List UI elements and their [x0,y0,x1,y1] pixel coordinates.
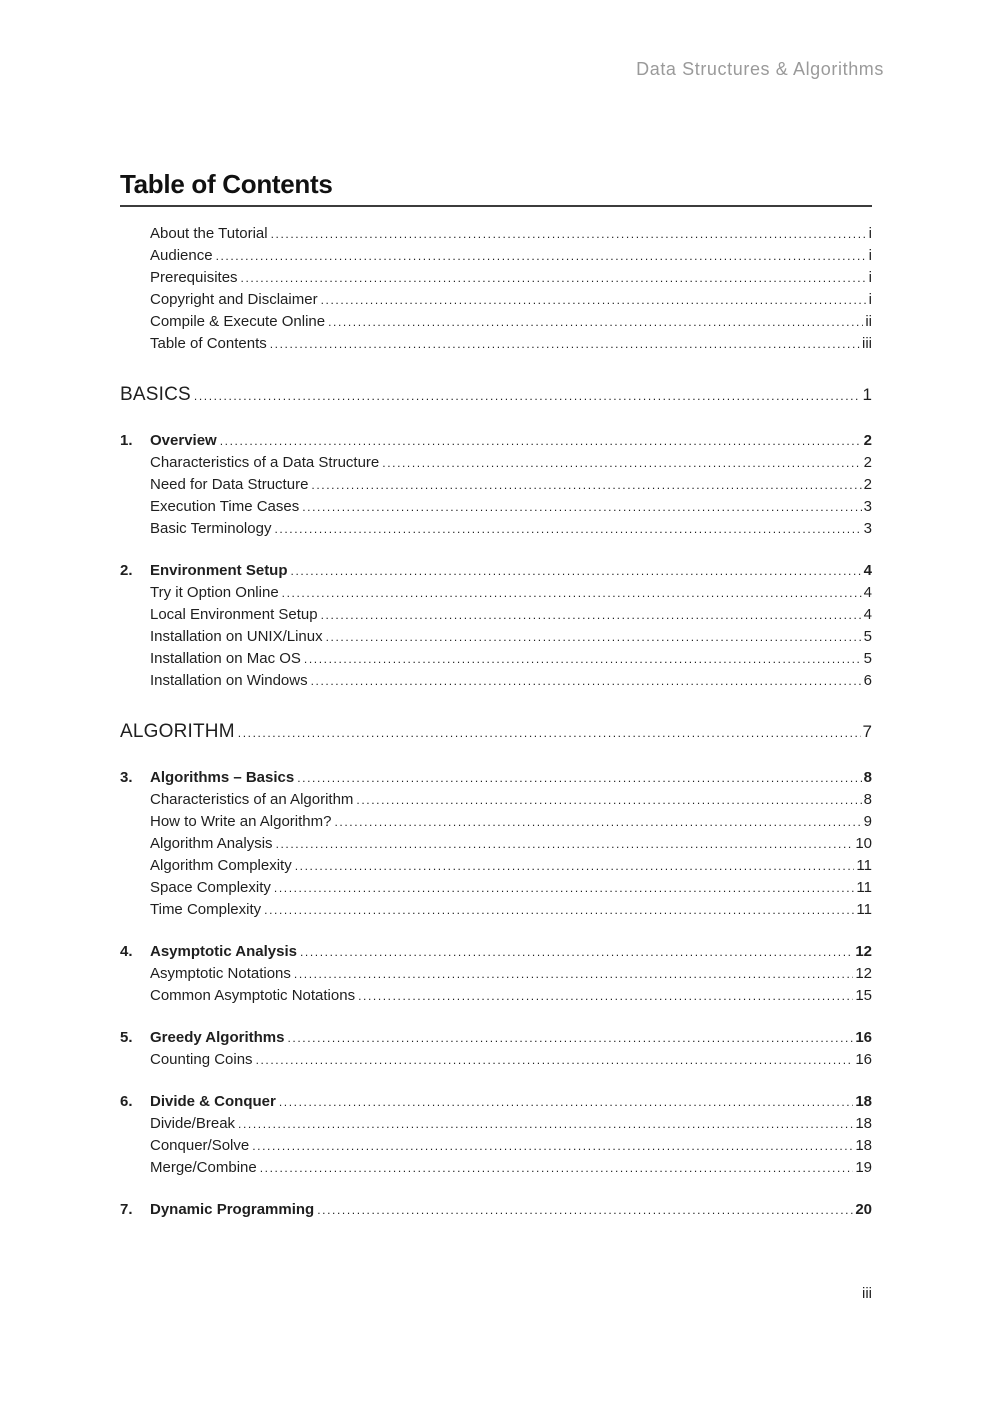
toc-entry-label: Conquer/Solve [150,1137,250,1154]
toc-entry[interactable] [120,311,872,333]
toc-entry-label: Installation on Mac OS [150,650,301,667]
toc-chapter-entry[interactable] [120,941,872,963]
dot-leader [311,474,861,496]
toc-chapter-entry[interactable] [120,1027,872,1049]
toc-entry-page: 11 [856,879,872,896]
dot-leader [328,311,863,333]
chapter-title: Divide & Conquer [150,1093,276,1110]
dot-leader [238,718,861,747]
dot-leader [216,245,867,267]
toc-entry[interactable] [120,855,872,877]
chapter-page: 4 [863,562,872,579]
chapter-title: Asymptotic Analysis [150,943,297,960]
dot-leader [252,1135,853,1157]
toc-entry-label: Execution Time Cases [150,498,300,515]
toc-entry-label: Audience [150,247,213,264]
dot-leader [276,833,854,855]
page-number: iii [862,1285,872,1302]
toc-entry[interactable] [120,474,872,496]
dot-leader [220,430,862,452]
dot-leader [287,1027,853,1049]
toc-entry[interactable] [120,985,872,1007]
dot-leader [194,381,861,410]
toc-entry-page: 5 [863,650,872,667]
chapter-number: 4. [120,943,133,960]
toc-entry-label: Asymptotic Notations [150,965,291,982]
dot-leader [256,1049,854,1071]
dot-leader [274,877,855,899]
toc-chapter-entry[interactable] [120,1091,872,1113]
toc-entry-label: Table of Contents [150,335,267,352]
toc-entry-page: 11 [856,901,872,918]
toc-entry-page: 5 [863,628,872,645]
toc-entry-page: 2 [863,476,872,493]
toc-entry[interactable] [120,452,872,474]
toc-entry-label: How to Write an Algorithm? [150,813,332,830]
toc-chapter-group [120,941,872,1007]
toc-entry[interactable] [120,899,872,921]
dot-leader [282,582,862,604]
toc-chapter-group [120,1091,872,1179]
dot-leader [274,518,861,540]
toc-section-page: 1 [862,385,872,404]
toc-entry-page: 6 [863,672,872,689]
toc-entry[interactable] [120,496,872,518]
toc-entry-label: Need for Data Structure [150,476,309,493]
toc-entry[interactable] [120,267,872,289]
dot-leader [264,899,854,921]
chapter-number: 6. [120,1093,133,1110]
toc-entry-label: Local Environment Setup [150,606,318,623]
toc-chapter-entry[interactable] [120,560,872,582]
chapter-title: Environment Setup [150,562,288,579]
dot-leader [294,963,853,985]
dot-leader [302,496,861,518]
toc-chapter-group [120,1027,872,1071]
toc-entry-page: 18 [855,1115,872,1132]
toc-entry-page: i [868,269,872,286]
dot-leader [279,1091,853,1113]
chapter-number: 2. [120,562,133,579]
toc-entry[interactable] [120,604,872,626]
dot-leader [321,604,862,626]
dot-leader [311,670,862,692]
dot-leader [297,767,861,789]
toc-entry-label: Characteristics of a Data Structure [150,454,380,471]
toc-entry-page: 9 [863,813,872,830]
toc-entry-label: Counting Coins [150,1051,253,1068]
toc-entry-page: 8 [863,791,872,808]
toc-entry-label: Algorithm Complexity [150,857,292,874]
toc-entry-page: 12 [855,965,872,982]
running-header: Data Structures & Algorithms [636,59,884,79]
page-title: Table of Contents [120,170,872,207]
toc-entry[interactable] [120,833,872,855]
chapter-title: Greedy Algorithms [150,1029,285,1046]
toc-entry-page: 15 [855,987,872,1004]
toc-section-label: ALGORITHM [120,721,235,742]
chapter-page: 12 [855,943,872,960]
toc-chapter-group [120,560,872,692]
toc-entry-label: Installation on UNIX/Linux [150,628,323,645]
toc-entry-page: 3 [863,498,872,515]
toc-entry-page: iii [862,335,872,352]
toc-section-page: 7 [862,722,872,741]
toc-entry-label: Prerequisites [150,269,238,286]
toc-entry[interactable] [120,1049,872,1071]
dot-leader [300,941,853,963]
chapter-page: 18 [855,1093,872,1110]
toc-entry[interactable] [120,245,872,267]
toc-entry[interactable] [120,289,872,311]
dot-leader [241,267,867,289]
toc-section-heading[interactable] [120,718,872,747]
toc-entry-page: ii [865,313,872,330]
toc-chapter-group [120,1199,872,1221]
toc-entry-label: Time Complexity [150,901,262,918]
dot-leader [270,333,860,355]
toc-entry[interactable] [120,582,872,604]
toc-entry-label: Compile & Execute Online [150,313,326,330]
chapter-page: 16 [855,1029,872,1046]
toc-entry-page: i [868,291,872,308]
toc-entry[interactable] [120,811,872,833]
dot-leader [321,289,867,311]
toc-entry-label: Try it Option Online [150,584,279,601]
dot-leader [291,560,862,582]
toc-chapter-group [120,430,872,540]
dot-leader [238,1113,853,1135]
chapter-title: Algorithms – Basics [150,769,295,786]
toc-entry[interactable] [120,1157,872,1179]
toc-entry-page: 11 [856,857,872,874]
toc-entry-page: 19 [855,1159,872,1176]
toc-section-heading[interactable] [120,381,872,410]
toc-entry-label: Divide/Break [150,1115,236,1132]
dot-leader [295,855,855,877]
chapter-title: Dynamic Programming [150,1201,315,1218]
toc-entry-label: Space Complexity [150,879,271,896]
toc-entry[interactable] [120,1113,872,1135]
toc-content [120,170,872,1221]
toc-entry-label: Basic Terminology [150,520,272,537]
toc-entry-page: 3 [863,520,872,537]
toc-entry-label: Algorithm Analysis [150,835,273,852]
toc-entry-label: Merge/Combine [150,1159,257,1176]
toc-entry[interactable] [120,877,872,899]
toc-entry[interactable] [120,963,872,985]
chapter-page: 8 [863,769,872,786]
toc-entry-page: 10 [855,835,872,852]
dot-leader [334,811,861,833]
toc-section-label: BASICS [120,384,191,405]
toc-chapter-entry[interactable] [120,1199,872,1221]
toc-entry-label: Common Asymptotic Notations [150,987,356,1004]
toc-entry-page: 2 [863,454,872,471]
toc-entry[interactable] [120,648,872,670]
toc-entry-page: i [868,225,872,242]
toc-entry-page: 4 [863,606,872,623]
toc-entry-label: Installation on Windows [150,672,308,689]
toc-entry[interactable] [120,333,872,355]
chapter-title: Overview [150,432,217,449]
chapter-number: 5. [120,1029,133,1046]
chapter-page: 20 [855,1201,872,1218]
toc-chapter-entry[interactable] [120,767,872,789]
chapter-page: 2 [863,432,872,449]
toc-chapter-group [120,767,872,921]
toc-chapter-entry[interactable] [120,430,872,452]
dot-leader [317,1199,853,1221]
toc-entry-page: 4 [863,584,872,601]
toc-entry-page: 18 [855,1137,872,1154]
toc-entry[interactable] [120,223,872,245]
toc-entry-page: 16 [855,1051,872,1068]
toc-front-matter [120,223,872,355]
toc-entry[interactable] [120,789,872,811]
toc-entry[interactable] [120,626,872,648]
dot-leader [356,789,861,811]
dot-leader [358,985,853,1007]
dot-leader [326,626,862,648]
chapter-number: 3. [120,769,133,786]
toc-entry-label: About the Tutorial [150,225,268,242]
toc-entry[interactable] [120,518,872,540]
toc-entry-label: Characteristics of an Algorithm [150,791,354,808]
toc-entry-label: Copyright and Disclaimer [150,291,318,308]
dot-leader [304,648,862,670]
chapter-number: 1. [120,432,133,449]
toc-entry[interactable] [120,1135,872,1157]
dot-leader [382,452,861,474]
toc-entry-page: i [868,247,872,264]
dot-leader [260,1157,854,1179]
dot-leader [271,223,867,245]
chapter-number: 7. [120,1201,133,1218]
toc-entry[interactable] [120,670,872,692]
